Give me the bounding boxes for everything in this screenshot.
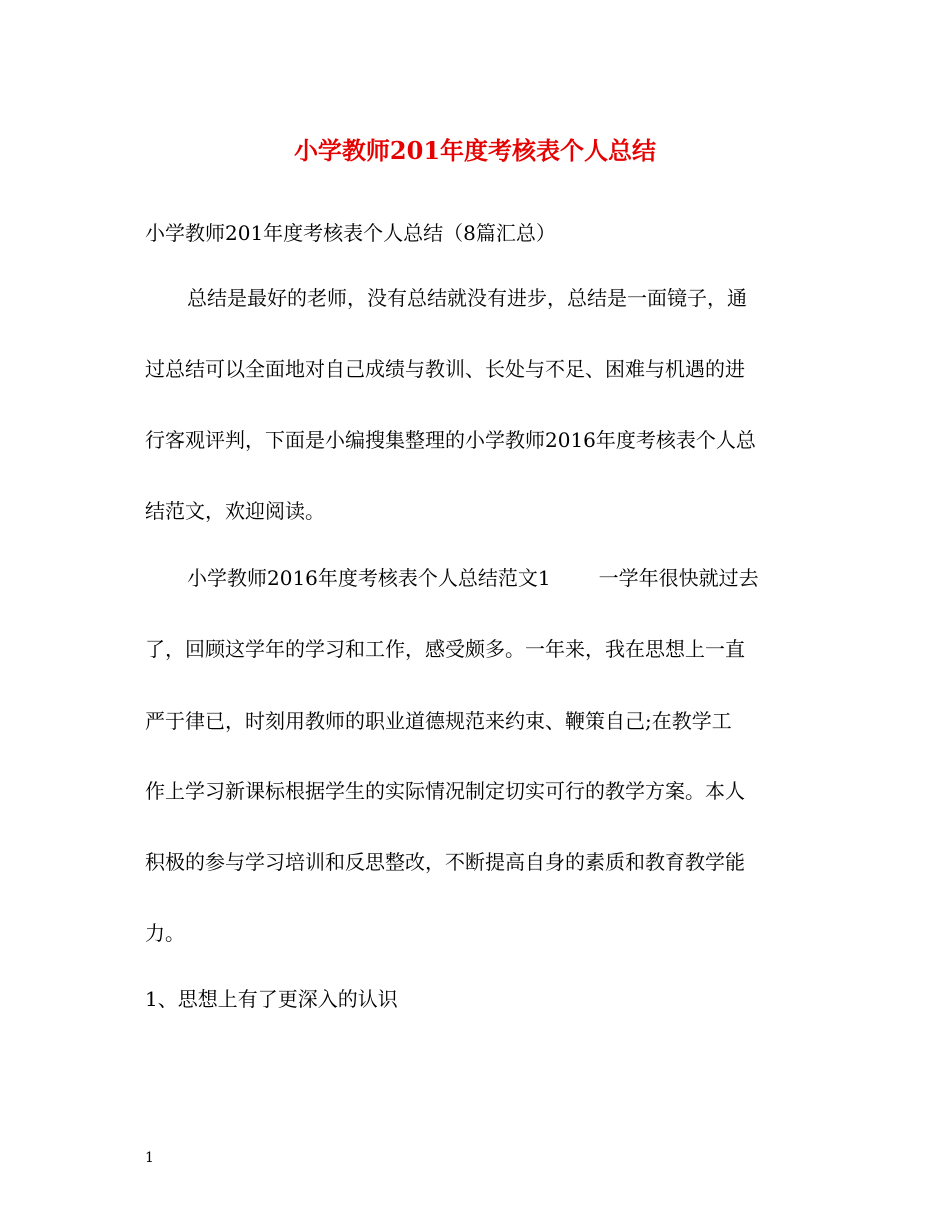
- intro-line-1: 总结是最好的老师，没有总结就没有进步，总结是一面镜子，通: [187, 286, 747, 310]
- document-subtitle: 小学教师201年度考核表个人总结（8篇汇总）: [145, 221, 556, 245]
- essay-line-6: 力。: [145, 921, 185, 945]
- essay-line-3: 严于律已，时刻用教师的职业道德规范来约束、鞭策自己;在教学工: [145, 709, 732, 733]
- document-title: 小学教师201年度考核表个人总结: [293, 136, 657, 165]
- intro-line-3: 行客观评判，下面是小编搜集整理的小学教师2016年度考核表个人总: [145, 428, 756, 452]
- intro-line-4: 结范文，欢迎阅读。: [145, 499, 325, 523]
- intro-line-2: 过总结可以全面地对自己成绩与教训、长处与不足、困难与机遇的进: [145, 357, 745, 381]
- essay-heading: 小学教师2016年度考核表个人总结范文1: [187, 566, 551, 590]
- page-number: 1: [145, 1150, 154, 1166]
- section-heading: 1、思想上有了更深入的认识: [145, 987, 398, 1011]
- essay-line-4: 作上学习新课标根据学生的实际情况制定切实可行的教学方案。本人: [145, 779, 745, 803]
- essay-first-line: [187, 563, 759, 593]
- essay-line-2: 了，回顾这学年的学习和工作，感受颇多。一年来，我在思想上一直: [145, 637, 745, 661]
- essay-line-5: 积极的参与学习培训和反思整改，不断提高自身的素质和教育教学能: [145, 850, 745, 874]
- essay-line-1: 一学年很快就过去: [598, 566, 759, 590]
